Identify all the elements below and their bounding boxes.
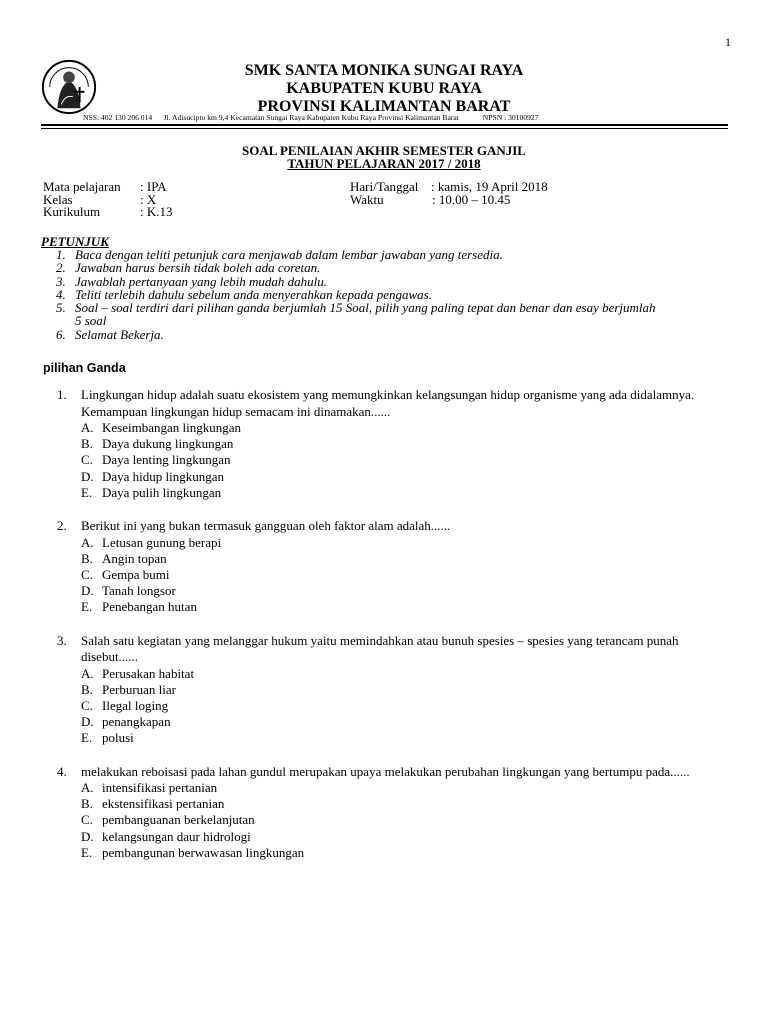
answer-option[interactable] [57,551,737,567]
option-letter: D. [81,828,94,844]
option-text: Tanah longsor [102,583,176,599]
answer-option[interactable] [57,666,737,682]
regency-name: KABUPATEN KUBU RAYA [286,80,482,97]
question-list [57,387,737,878]
option-text: Daya pulih lingkungan [102,484,222,500]
option-text: kelangsungan daur hidrologi [102,828,251,844]
instruction-number: 4. [56,286,66,302]
answer-option[interactable] [57,730,737,746]
option-letter: D. [81,714,94,730]
instruction-text: Baca dengan teliti petunjuk cara menjawab dalam lembar jawaban yang tersedia. [75,247,503,262]
province-name: PROVINSI KALIMANTAN BARAT [257,98,511,115]
instruction-item [41,261,721,274]
instruction-text: Jawablah pertanyaan yang lebih mudah dahulu. [75,273,328,289]
answer-options [57,666,737,747]
option-letter: B. [81,436,93,452]
question-body: Salah satu kegiatan yang melanggar hukum yaitu memindahkan atau bunuh spesies – spesies yang terancam punah disebut...... [81,632,679,665]
answer-option[interactable] [57,780,737,796]
info-label: Hari/Tanggal [350,179,419,194]
info-label: Kelas [43,191,73,207]
option-letter: C. [81,452,93,468]
info-label: Mata pelajaran [43,179,121,194]
option-text: intensifikasi pertanian [102,780,218,796]
answer-option[interactable] [57,845,737,861]
instruction-number: 5. [56,300,66,316]
question-1 [57,387,737,501]
option-letter: B. [81,681,93,697]
info-row-subject [43,181,323,194]
info-value: : kamis, 19 April 2018 [431,179,548,194]
answer-option[interactable] [57,682,737,698]
instruction-text: Selamat Bekerja. [75,326,164,342]
answer-option[interactable] [57,599,737,615]
instruction-text: Teliti terlebih dahulu sebelum anda menyerahkan kepada pengawas. [75,286,432,302]
answer-option[interactable] [57,583,737,599]
answer-option[interactable] [57,829,737,845]
answer-option[interactable] [57,452,737,468]
question-3 [57,633,737,747]
question-2 [57,518,737,616]
option-letter: E. [81,730,93,746]
option-letter: D. [81,583,94,599]
question-number: 1. [57,387,67,402]
question-text [57,387,737,420]
option-letter: B. [81,796,93,812]
header-divider-thick [41,124,728,126]
answer-option[interactable] [57,812,737,828]
option-text: penangkapan [102,714,171,730]
option-text: Daya hidup lingkungan [102,468,225,484]
option-text: Perusakan habitat [102,665,195,681]
option-text: Letusan gunung berapi [102,534,222,550]
question-body: Lingkungan hidup adalah suatu ekosistem yang memungkinkan kelangsungan hidup organisme yang ada didalamnya. Kemampuan lingkungan hidup semacam ini dinamakan...... [81,387,695,419]
question-text [57,633,737,666]
answer-option[interactable] [57,567,737,583]
instruction-text: Jawaban harus bersih tidak boleh ada coretan. [75,260,321,276]
info-row-time [350,191,690,207]
option-text: Angin topan [102,550,167,566]
instruction-item [41,288,721,301]
exam-info-left [43,181,323,219]
page-number: 1 [725,35,731,49]
option-letter: E. [81,844,93,860]
info-label: Kurikulum [43,204,101,219]
question-text [57,764,737,781]
instruction-item [41,301,665,328]
question-4 [57,764,737,862]
question-number: 3. [57,632,67,648]
option-text: pembanguanan berkelanjutan [102,812,255,828]
option-letter: A. [81,665,94,681]
instruction-item [41,275,721,288]
option-letter: A. [81,420,94,435]
option-letter: E. [81,484,93,500]
question-body: melakukan reboisasi pada lahan gundul merupakan upaya melakukan perubahan lingkungan yang bertumpu pada...... [81,763,690,779]
instructions [41,235,721,341]
option-letter: C. [81,566,93,582]
answer-options [57,420,737,501]
instruction-number: 3. [56,273,66,289]
option-text: polusi [102,730,134,746]
answer-option[interactable] [57,796,737,812]
question-body: Berikut ini yang bukan termasuk gangguan oleh faktor alam adalah...... [81,518,451,534]
answer-option[interactable] [57,469,737,485]
instruction-number: 1. [56,247,66,262]
school-name: SMK SANTA MONIKA SUNGAI RAYA [244,62,524,79]
info-label: Waktu [350,191,384,207]
info-row-date [350,181,690,194]
question-number: 2. [57,518,67,534]
answer-option[interactable] [57,485,737,501]
option-text: Gempa bumi [102,566,170,582]
option-letter: B. [81,550,93,566]
option-text: Daya lenting lingkungan [102,452,231,468]
option-letter: E. [81,599,93,615]
exam-title: SOAL PENILAIAN AKHIR SEMESTER GANJIL [242,143,526,158]
question-text [57,518,737,535]
section-title: pilihan Ganda [43,361,126,375]
school-address: Jl. Adisucipto km 9,4 Kecamatan Sungai Raya Kabupaten Kubu Raya Provinsi Kalimantan Barat [163,113,459,122]
answer-option[interactable] [57,420,737,436]
instruction-item [41,248,721,261]
instruction-number: 6. [56,326,66,342]
instruction-number: 2. [56,260,66,276]
nss-number: NSS: 402 130 206 014 [83,113,153,122]
option-letter: A. [81,780,94,796]
answer-options [57,535,737,616]
school-address-line [83,113,538,122]
option-text: pembangunan berwawasan lingkungan [102,844,305,860]
answer-options [57,780,737,861]
info-value: : X [140,191,157,207]
info-value: : IPA [140,179,167,194]
instructions-title: PETUNJUK [41,234,109,249]
npsn-number: NPSN : 30100927 [482,113,539,122]
exam-year: TAHUN PELAJARAN 2017 / 2018 [287,156,481,171]
answer-option[interactable] [57,535,737,551]
option-text: Daya dukung lingkungan [102,436,234,452]
info-value: : K.13 [140,204,173,219]
answer-option[interactable] [57,698,737,714]
option-letter: C. [81,697,93,713]
info-row-curriculum [43,206,323,219]
option-letter: A. [81,534,94,550]
answer-option[interactable] [57,714,737,730]
option-text: Ilegal loging [102,697,169,713]
option-text: ekstensifikasi pertanian [102,796,225,812]
header-divider-thin [41,128,728,129]
option-letter: C. [81,812,93,828]
exam-year-wrap [0,157,768,171]
option-text: Keseimbangan lingkungan [102,420,241,435]
option-text: Penebangan hutan [102,599,197,615]
instruction-text: Soal – soal terdiri dari pilihan ganda berjumlah 15 Soal, pilih yang paling tepat dan benar dan esay berjumlah 5 soal [75,300,656,329]
option-text: Perburuan liar [102,681,177,697]
exam-info-right [350,181,690,206]
question-number: 4. [57,763,67,779]
answer-option[interactable] [57,436,737,452]
info-value: : 10.00 – 10.45 [432,191,511,207]
instruction-item [41,328,721,341]
option-letter: D. [81,468,94,484]
